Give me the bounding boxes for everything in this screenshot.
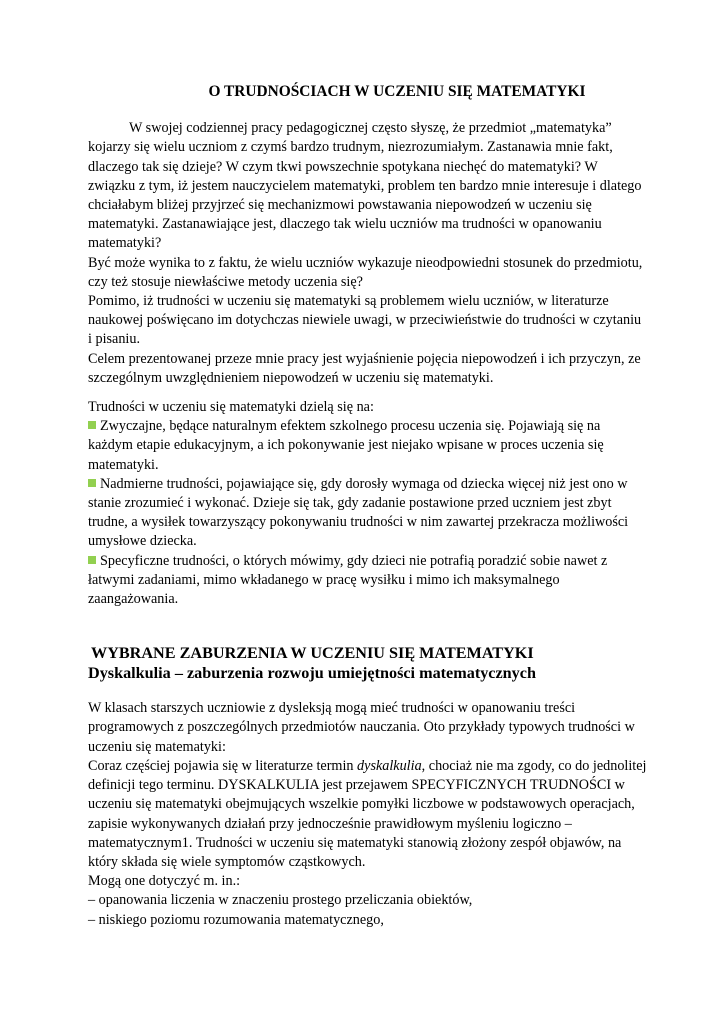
list-item: – niskiego poziomu rozumowania matematycznego,	[88, 911, 384, 928]
intro-paragraph-2: Być może wynika to z faktu, że wielu uczniów wykazuje nieodpowiedni stosunek do przedmiotu, czy też stosuje niewłaściwe metody uczenia się?	[88, 254, 643, 290]
list-item	[88, 552, 648, 610]
document-title: O TRUDNOŚCIACH W UCZENIU SIĘ MATEMATYKI	[208, 83, 586, 100]
list-item	[88, 417, 648, 475]
list-item	[88, 475, 648, 552]
section2-paragraph-1: W klasach starszych uczniowie z dysleksją mogą mieć trudności w opanowaniu treści programowych z poszczególnych przedmiotów nauczania. Oto przykłady typowych trudności w uczeniu się matematyki:	[88, 700, 635, 755]
list-item: – opanowania liczenia w znaczeniu prostego przeliczania obiektów,	[88, 892, 473, 909]
intro-paragraph-3: Pomimo, iż trudności w uczeniu się matematyki są problemem wielu uczniów, w literaturze naukowej poświęcano im dotychczas niewiele uwagi, w przeciwieństwie do trudności w czytaniu i pisaniu.	[88, 293, 642, 348]
list-item-text: Specyficzne trudności, o których mówimy, gdy dzieci nie potrafią poradzić sobie nawet z łatwymi zadaniami, mimo wkładanego w pracę wysiłku i mimo ich maksymalnego zaangażowania.	[88, 552, 608, 608]
term-dyskalkulia: dyskalkulia	[357, 757, 422, 774]
bullet-square-icon	[88, 479, 96, 487]
types-lead: Trudności w uczeniu się matematyki dzielą się na:	[88, 399, 374, 416]
section2-paragraph-3: Mogą one dotyczyć m. in.:	[88, 873, 241, 890]
section-heading	[88, 643, 648, 663]
list-item-text: Zwyczajne, będące naturalnym efektem szkolnego procesu uczenia się. Pojawiają się na każdym etapie edukacyjnym, a ich pokonywanie jest niejako wpisane w proces uczenia się matematyki.	[88, 418, 604, 473]
paragraph-text: Coraz częściej pojawia się w literaturze termin	[88, 757, 358, 774]
bullet-square-icon	[88, 421, 96, 429]
intro-paragraph-4: Celem prezentowanej przeze mnie pracy jest wyjaśnienie pojęcia niepowodzeń i ich przyczyn, ze szczególnym uwzględnieniem niepowodzeń w uczeniu się matematyki.	[88, 350, 641, 386]
section-subheading: Dyskalkulia – zaburzenia rozwoju umiejętności matematycznych	[88, 664, 536, 683]
paragraph-text: , chociaż nie ma zgody, co do jednolitej definicji tego terminu. DYSKALKULIA jest przejawem SPECYFICZNYCH TRUDNOŚCI w uczeniu się matematyki obejmujących wszelkie pomyłki liczbowe w podstawowych operacjach, zapisie wykonywanych działań przy jednocześnie prawidłowym myśleniu logiczno – matematycznym1. Trudności w uczeniu się matematyki stanowią złożony zespół objawów, na który składa się wiele symptomów cząstkowych.	[88, 757, 647, 870]
section2-paragraph-2	[88, 757, 648, 872]
list-item-text: Nadmierne trudności, pojawiające się, gdy dorosły wymaga od dziecka więcej niż jest ono w stanie zrozumieć i wykonać. Dzieje się tak, gdy zadanie postawione przed uczniem jest zbyt trudne, a wysiłek towarzyszący pokonywaniu trudności w nim zawartej przekracza możliwości umysłowe dziecka.	[88, 475, 629, 550]
section-heading-text: WYBRANE ZABURZENIA W UCZENIU SIĘ MATEMATYKI	[91, 644, 534, 663]
document-page	[88, 82, 648, 930]
intro-paragraph-1: W swojej codziennej pracy pedagogicznej często słyszę, że przedmiot „matematyka” kojarzy się wielu uczniom z czymś bardzo trudnym, niezrozumiałym. Zastanawia mnie fakt, dlaczego tak się dzieje? W czym tkwi powszechnie spotykana niechęć do matematyki? W związku z tym, iż jestem nauczycielem matematyki, problem ten bardzo mnie interesuje i dlatego chciałabym bliżej przyjrzeć się mechanizmowi powstawania niepowodzeń w uczeniu się matematyki. Zastanawiające jest, dlaczego tak wielu uczniów ma trudności w opanowaniu matematyki?	[88, 120, 642, 252]
bullet-square-icon	[88, 556, 96, 564]
